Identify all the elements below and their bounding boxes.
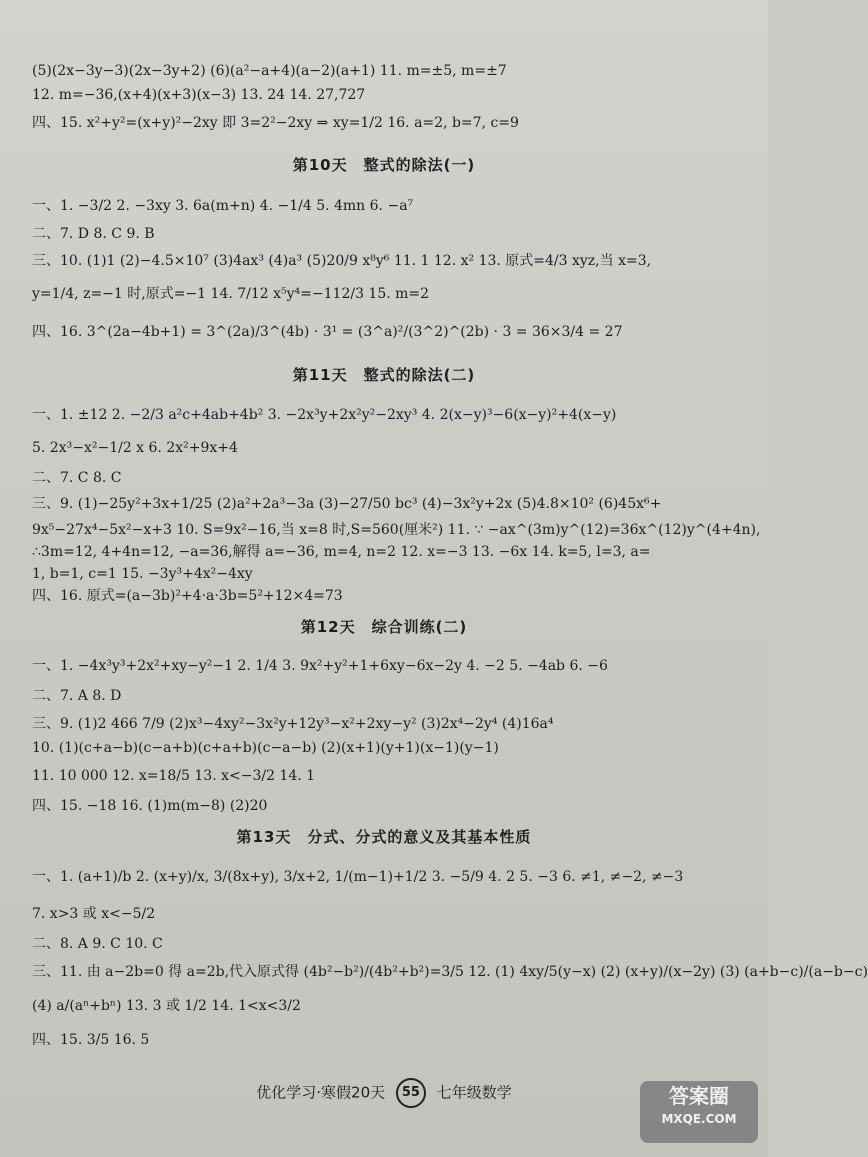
answer-line: 12. m=−36,(x+4)(x+3)(x−3) 13. 24 14. 27,727: [32, 87, 366, 103]
answer-line: 四、15. −18 16. (1)m(m−8) (2)20: [32, 798, 268, 814]
answer-line: 11. 10 000 12. x=18/5 13. x<−3/2 14. 1: [32, 768, 316, 784]
answer-line: 二、7. C 8. C: [32, 470, 122, 486]
answer-line: 三、9. (1)2 466 7/9 (2)x³−4xy²−3x²y+12y³−x²+2xy−y² (3)2x⁴−2y⁴ (4)16a⁴: [32, 716, 554, 732]
answer-line: 9x⁵−27x⁴−5x²−x+3 10. S=9x²−16,当 x=8 时,S=560(厘米²) 11. ∵ −ax^(3m)y^(12)=36x^(12)y^(4+4n),: [32, 522, 761, 538]
answer-line: 四、15. 3/5 16. 5: [32, 1032, 150, 1048]
answer-line: y=1/4, z=−1 时,原式=−1 14. 7/12 x⁵y⁴=−112/3 15. m=2: [32, 286, 430, 302]
answer-line: 一、1. −3/2 2. −3xy 3. 6a(m+n) 4. −1/4 5. 4mn 6. −a⁷: [32, 198, 414, 214]
section-heading-day13: 第13天 分式、分式的意义及其基本性质: [236, 828, 532, 846]
answer-line: 一、1. −4x³y³+2x²+xy−y²−1 2. 1/4 3. 9x²+y²+1+6xy−6x−2y 4. −2 5. −4ab 6. −6: [32, 658, 608, 674]
answer-line: 一、1. ±12 2. −2/3 a²c+4ab+4b² 3. −2x³y+2x²y²−2xy³ 4. 2(x−y)³−6(x−y)²+4(x−y): [32, 407, 617, 423]
answer-line: 5. 2x³−x²−1/2 x 6. 2x²+9x+4: [32, 440, 238, 456]
section-heading-day12: 第12天 综合训练(二): [300, 618, 468, 636]
answer-line: 1, b=1, c=1 15. −3y³+4x²−4xy: [32, 566, 253, 582]
watermark-logo: [640, 1081, 758, 1143]
watermark-url: MXQE.COM: [661, 1112, 737, 1126]
footer-subject: 七年级数学: [436, 1083, 512, 1102]
answer-line: 二、7. A 8. D: [32, 688, 122, 704]
page-number: 55: [396, 1078, 426, 1108]
answer-line: 三、11. 由 a−2b=0 得 a=2b,代入原式得 (4b²−b²)/(4b²+b²)=3/5 12. (1) 4xy/5(y−x) (2) (x+y)/(x−2y) (3) (a+b−c)/(a−b−c): [32, 964, 868, 980]
answer-line: 二、8. A 9. C 10. C: [32, 936, 163, 952]
answer-line: 四、16. 3^(2a−4b+1) = 3^(2a)/3^(4b) · 3¹ = (3^a)²/(3^2)^(2b) · 3 = 36×3/4 = 27: [32, 324, 623, 340]
answer-line: (4) a/(aⁿ+bⁿ) 13. 3 或 1/2 14. 1<x<3/2: [32, 998, 301, 1014]
watermark-text: 答案圈: [669, 1084, 729, 1108]
section-heading-day10: 第10天 整式的除法(一): [292, 156, 476, 174]
answer-line: 四、15. x²+y²=(x+y)²−2xy 即 3=2²−2xy ⇒ xy=1/2 16. a=2, b=7, c=9: [32, 115, 519, 131]
answer-line: 三、10. (1)1 (2)−4.5×10⁷ (3)4ax³ (4)a³ (5)20/9 x⁸y⁶ 11. 1 12. x² 13. 原式=4/3 xyz,当 x=3,: [32, 253, 652, 269]
answer-line: 10. (1)(c+a−b)(c−a+b)(c+a+b)(c−a−b) (2)(x+1)(y+1)(x−1)(y−1): [32, 740, 499, 756]
answer-line: 三、9. (1)−25y²+3x+1/25 (2)a²+2a³−3a (3)−27/50 bc³ (4)−3x²y+2x (5)4.8×10² (6)45x⁶+: [32, 496, 662, 512]
answer-line: 一、1. (a+1)/b 2. (x+y)/x, 3/(8x+y), 3/x+2, 1/(m−1)+1/2 3. −5/9 4. 2 5. −3 6. ≠1, ≠−2, ≠−3: [32, 869, 684, 885]
answer-line: 四、16. 原式=(a−3b)²+4·a·3b=5²+12×4=73: [32, 588, 343, 604]
footer-book-title: 优化学习·寒假20天: [256, 1083, 386, 1102]
answer-line: (5)(2x−3y−3)(2x−3y+2) (6)(a²−a+4)(a−2)(a+1) 11. m=±5, m=±7: [32, 63, 507, 79]
answer-line: ∴3m=12, 4+4n=12, −a=36,解得 a=−36, m=4, n=2 12. x=−3 13. −6x 14. k=5, l=3, a=: [32, 544, 651, 560]
answer-line: 7. x>3 或 x<−5/2: [32, 906, 156, 922]
answer-line: 二、7. D 8. C 9. B: [32, 226, 155, 242]
section-heading-day11: 第11天 整式的除法(二): [292, 366, 476, 384]
